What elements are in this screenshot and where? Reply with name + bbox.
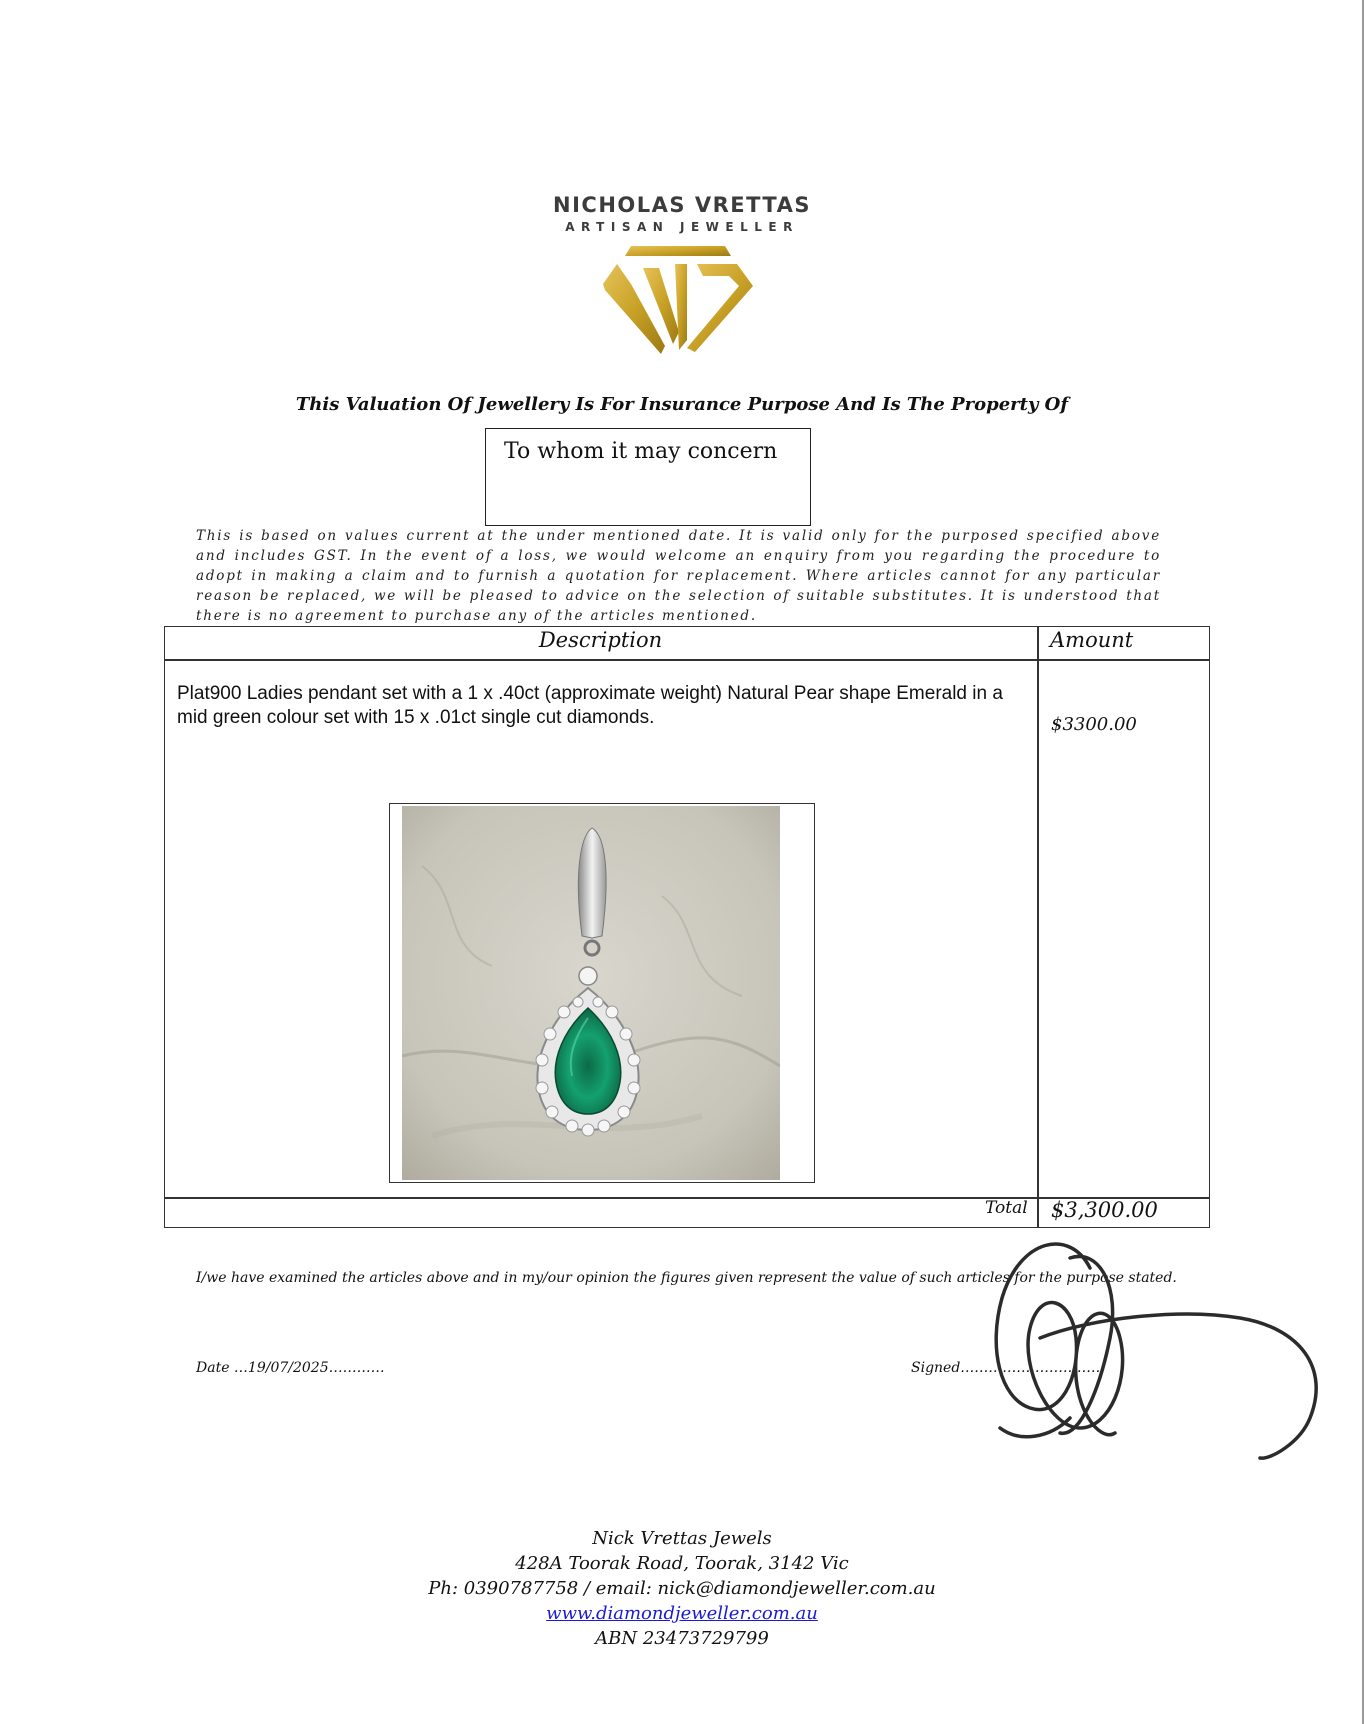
footer-abn: ABN 23473729799 [595,1628,769,1649]
examined-statement: I/we have examined the articles above and in my/our opinion the figures given represent the value of such articles for the purpose stated. [196,1270,1177,1286]
amount-header: Amount [1050,628,1134,652]
owner-name: To whom it may concern [504,439,778,464]
photo-frame [389,803,815,1183]
gold-diamond-monogram-icon [603,244,753,356]
owner-box [485,428,811,526]
table-header-divider [164,659,1210,661]
emerald-pendant-photo [402,806,780,1180]
total-amount: $3,300.00 [1051,1198,1158,1222]
table-column-divider [1037,626,1039,1228]
signed-line: Signed…………………………. [911,1360,1105,1376]
item-amount: $3300.00 [1051,714,1137,735]
logo-name: NICHOLAS VRETTAS [553,193,811,217]
footer-address: 428A Toorak Road, Toorak, 3142 Vic [515,1553,849,1574]
footer-contact: Ph: 0390787758 / email: nick@diamondjeweller.com.au [428,1578,936,1599]
footer-website-link[interactable]: www.diamondjeweller.com.au [546,1603,818,1624]
total-label: Total [985,1198,1028,1218]
logo-subtitle: ARTISAN JEWELLER [565,220,799,234]
date-line: Date …19/07/2025………… [196,1360,385,1376]
item-description: Plat900 Ladies pendant set with a 1 x .40ct (approximate weight) Natural Pear shape Emerald in a mid green colour set with 15 x .01ct single cut diamonds. [177,683,1003,728]
handwritten-signature [980,1228,1325,1468]
disclaimer-text: This is based on values current at the under mentioned date. It is valid only for the purposed specified above and includes GST. In the event of a loss, we would welcome an enquiry from you regarding the procedure to adopt in making a claim and to furnish a quotation for replacement. Where articles cannot for any particular reason be replaced, we will be pleased to advice on the selection of suitable substitutes. It is understood that there is no agreement to purchase any of the articles mentioned. [196,528,1161,624]
valuation-heading: This Valuation Of Jewellery Is For Insurance Purpose And Is The Property Of [295,394,1069,415]
footer-business: Nick Vrettas Jewels [592,1528,772,1549]
footer-website-row [0,1603,1364,1624]
description-header: Description [538,628,663,652]
